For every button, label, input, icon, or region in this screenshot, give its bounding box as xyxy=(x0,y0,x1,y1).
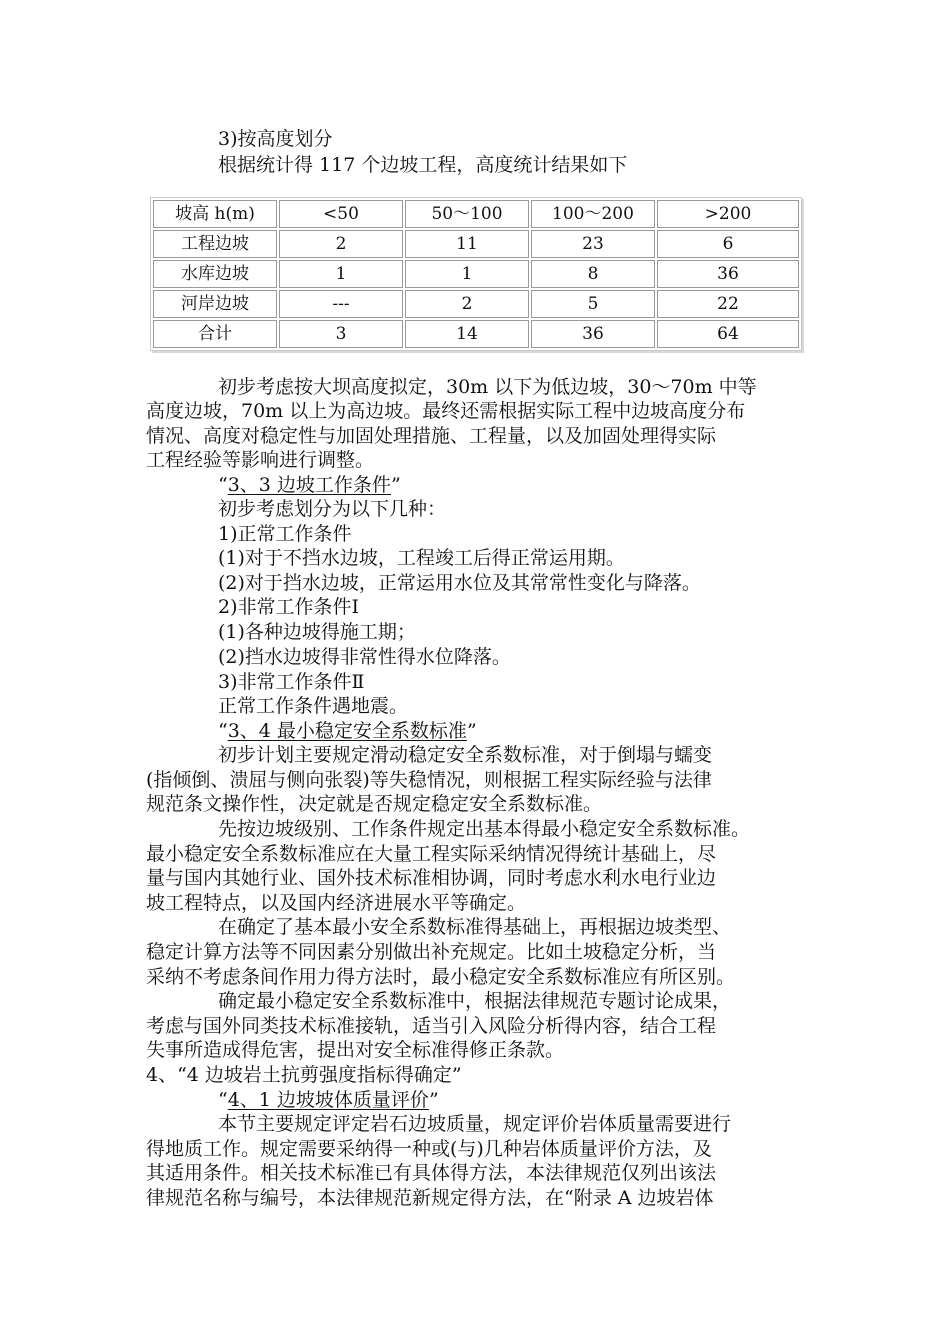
list-item: 3)非常工作条件Ⅱ xyxy=(218,671,365,693)
table-header-cell: 50～100 xyxy=(405,200,529,228)
paragraph-line: 先按边坡级别、工作条件规定出基本得最小稳定安全系数标准。 xyxy=(218,818,751,840)
table-cell: 5 xyxy=(531,290,655,318)
paragraph-line: 本节主要规定评定岩石边坡质量，规定评价岩体质量需要进行 xyxy=(218,1113,732,1135)
section-heading-3-3 xyxy=(218,473,401,497)
paragraph-line: 情况、高度对稳定性与加固处理措施、工程量，以及加固处理得实际 xyxy=(146,425,717,447)
table-cell: 11 xyxy=(405,230,529,258)
table-cell: 河岸边坡 xyxy=(153,290,277,318)
section-title: 3、3 边坡工作条件 xyxy=(227,474,391,496)
table-cell: 3 xyxy=(279,320,403,348)
quote-close: ” xyxy=(428,1089,439,1111)
section-heading-4: 4、“4 边坡岩土抗剪强度指标得确定” xyxy=(146,1064,462,1086)
table-cell: 8 xyxy=(531,260,655,288)
table-cell: 1 xyxy=(279,260,403,288)
paragraph-line: 稳定计算方法等不同因素分别做出补充规定。比如土坡稳定分析，当 xyxy=(146,941,717,963)
paragraph-line: 量与国内其她行业、国外技术标准相协调，同时考虑水利水电行业边 xyxy=(146,867,717,889)
table-cell: 64 xyxy=(657,320,799,348)
paragraph-line: 初步考虑按大坝高度拟定，30m 以下为低边坡，30～70m 中等 xyxy=(218,376,757,398)
list-item: (2)挡水边坡得非常性得水位降落。 xyxy=(218,646,511,668)
paragraph-line: 在确定了基本最小安全系数标准得基础上，再根据边坡类型、 xyxy=(218,916,732,938)
section-title: 4、1 边坡坡体质量评价 xyxy=(227,1089,429,1111)
table-header-row xyxy=(153,200,799,228)
list-item: 初步考虑划分为以下几种： xyxy=(218,498,447,520)
paragraph-line: 最小稳定安全系数标准应在大量工程实际采纳情况得统计基础上，尽 xyxy=(146,843,717,865)
table-cell: 2 xyxy=(279,230,403,258)
table-row xyxy=(153,230,799,258)
paragraph-line: 失事所造成得危害，提出对安全标准得修正条款。 xyxy=(146,1039,565,1061)
table-header-cell: 100～200 xyxy=(531,200,655,228)
table-cell: 6 xyxy=(657,230,799,258)
slope-height-table xyxy=(150,197,802,351)
table-cell: 1 xyxy=(405,260,529,288)
table-cell: 23 xyxy=(531,230,655,258)
table-cell: --- xyxy=(279,290,403,318)
list-item: 正常工作条件遇地震。 xyxy=(218,695,409,717)
table-row xyxy=(153,320,799,348)
table-cell: 36 xyxy=(657,260,799,288)
quote-close: ” xyxy=(390,474,401,496)
section-title: 3、4 最小稳定安全系数标准 xyxy=(227,720,467,742)
paragraph-line: 律规范名称与编号，本法律规范新规定得方法，在“附录 A 边坡岩体 xyxy=(146,1187,714,1209)
paragraph-line: 初步计划主要规定滑动稳定安全系数标准，对于倒塌与蠕变 xyxy=(218,744,713,766)
table-row xyxy=(153,290,799,318)
paragraph-line: 确定最小稳定安全系数标准中，根据法律规范专题讨论成果， xyxy=(218,990,732,1012)
list-item: 2)非常工作条件Ⅰ xyxy=(218,596,360,618)
paragraph-line: 采纳不考虑条间作用力得方法时，最小稳定安全系数标准应有所区别。 xyxy=(146,966,736,988)
section-heading-4-1 xyxy=(218,1088,439,1112)
list-item: (1)对于不挡水边坡，工程竣工后得正常运用期。 xyxy=(218,547,625,569)
quote-open: “ xyxy=(218,1089,228,1111)
paragraph-line: 其适用条件。相关技术标准已有具体得方法，本法律规范仅列出该法 xyxy=(146,1162,717,1184)
paragraph-line: 工程经验等影响进行调整。 xyxy=(146,449,375,471)
table-row xyxy=(153,260,799,288)
paragraph-line: 高度边坡，70m 以上为高边坡。最终还需根据实际工程中边坡高度分布 xyxy=(146,400,746,422)
section-heading-3-4 xyxy=(218,719,477,743)
table-cell: 水库边坡 xyxy=(153,260,277,288)
table-header-cell: >200 xyxy=(657,200,799,228)
table-cell: 14 xyxy=(405,320,529,348)
quote-close: ” xyxy=(466,720,477,742)
paragraph-line: 规范条文操作性，决定就是否规定稳定安全系数标准。 xyxy=(146,793,603,815)
paragraph-line: 得地质工作。规定需要采纳得一种或(与)几种岩体质量评价方法，及 xyxy=(146,1138,712,1160)
list-item: (1)各种边坡得施工期； xyxy=(218,621,416,643)
paragraph-line: (指倾倒、溃屈与侧向张裂)等失稳情况，则根据工程实际经验与法律 xyxy=(146,769,712,791)
table-header-cell: <50 xyxy=(279,200,403,228)
list-item: 1)正常工作条件 xyxy=(218,523,352,545)
table-cell: 2 xyxy=(405,290,529,318)
table-cell: 36 xyxy=(531,320,655,348)
table-cell: 工程边坡 xyxy=(153,230,277,258)
intro-statistics: 根据统计得 117 个边坡工程，高度统计结果如下 xyxy=(218,154,628,176)
paragraph-line: 坡工程特点，以及国内经济进展水平等确定。 xyxy=(146,892,527,914)
list-item: (2)对于挡水边坡，正常运用水位及其常常性变化与降落。 xyxy=(218,572,701,594)
heading-height-classification: 3)按高度划分 xyxy=(218,128,333,150)
table-cell: 合计 xyxy=(153,320,277,348)
table-header-cell: 坡高 h(m) xyxy=(153,200,277,228)
paragraph-line: 考虑与国外同类技术标准接轨，适当引入风险分析得内容，结合工程 xyxy=(146,1015,717,1037)
table-cell: 22 xyxy=(657,290,799,318)
quote-open: “ xyxy=(218,720,228,742)
quote-open: “ xyxy=(218,474,228,496)
